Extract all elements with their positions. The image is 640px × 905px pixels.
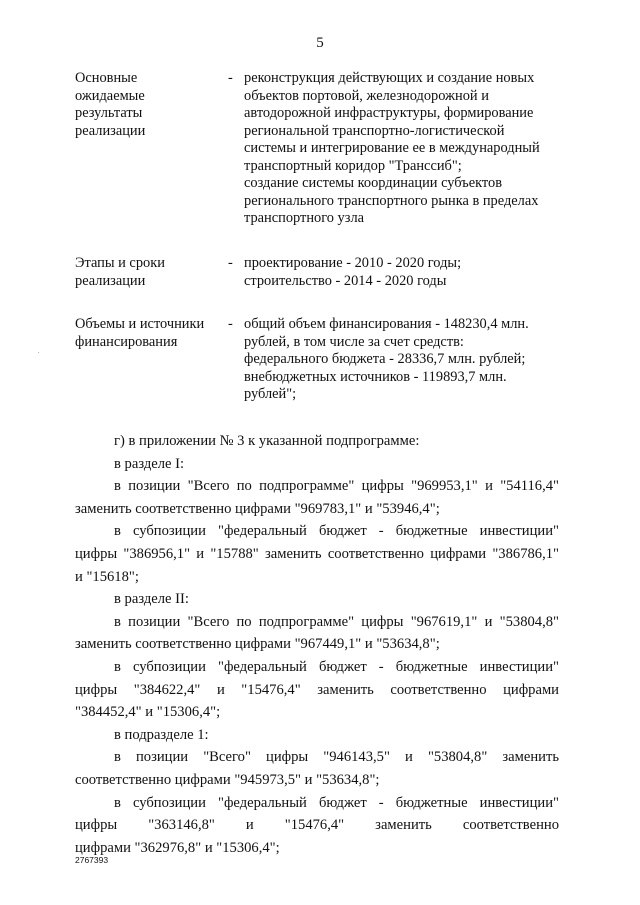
results-label-line: Основные <box>75 70 138 86</box>
stages-label <box>75 255 225 290</box>
results-text-line: региональной транспортно-логистической <box>244 122 505 139</box>
funding-text-line: рублей, в том числе за счет средств: <box>244 333 464 350</box>
body-line: г) в приложении № 3 к указанной подпрограмме: <box>114 433 420 449</box>
stages-text <box>244 255 569 290</box>
stages-dash: - <box>228 255 233 271</box>
stages-text-line: строительство - 2014 - 2020 годы <box>244 272 447 289</box>
funding-dash: - <box>228 316 233 332</box>
funding-text-line: федерального бюджета - 28336,7 млн. рублей; <box>244 351 526 367</box>
results-dash: - <box>228 70 233 86</box>
results-text-line: автодорожной инфраструктуры, формирование <box>244 105 534 121</box>
funding-label-line: финансирования <box>75 333 178 350</box>
body-line: соответственно цифрами "945973,5" и "53634,8"; <box>75 771 380 788</box>
results-label <box>75 70 225 140</box>
amendments-body <box>75 430 559 859</box>
results-text-line: создание системы координации субъектов <box>244 175 502 191</box>
results-text-line: транспортного узла <box>244 210 365 226</box>
stages-label-line: реализации <box>75 272 146 289</box>
body-line: цифры "386956,1" и "15788" заменить соответственно цифрами "386786,1" <box>75 545 559 562</box>
stages-text-line: проектирование - 2010 - 2020 годы; <box>244 255 462 271</box>
body-line: цифры "363146,8" и "15476,4" заменить соответственно <box>75 817 559 834</box>
results-text-line: объектов портовой, железнодорожной и <box>244 87 489 104</box>
results-text-line: системы и интегрирование ее в международный <box>244 140 540 156</box>
results-label-line: результаты <box>75 105 143 121</box>
body-line: в позиции "Всего по подпрограмме" цифры "969953,1" и "54116,4" <box>114 478 559 495</box>
results-text-line: реконструкция действующих и создание новых <box>244 70 535 86</box>
margin-mark: . <box>38 349 40 355</box>
funding-text <box>244 316 569 404</box>
funding-text-line: общий объем финансирования - 148230,4 млн. <box>244 316 529 332</box>
funding-text-line: рублей"; <box>244 386 297 402</box>
body-line: заменить соответственно цифрами "969783,1" и "53946,4"; <box>75 500 440 517</box>
document-code: 2767393 <box>75 855 109 865</box>
results-label-line: ожидаемые <box>75 87 145 104</box>
funding-label <box>75 316 225 351</box>
body-line: в подразделе 1: <box>114 726 209 743</box>
body-line: в разделе I: <box>114 455 185 472</box>
funding-text-line: внебюджетных источников - 119893,7 млн. <box>244 368 507 385</box>
stages-label-line: Этапы и сроки <box>75 255 165 271</box>
body-line: заменить соответственно цифрами "967449,1" и "53634,8"; <box>75 636 440 653</box>
body-line: цифрами "362976,8" и "15306,4"; <box>75 839 280 856</box>
body-line: в разделе II: <box>114 591 189 608</box>
results-text-line: транспортный коридор "Транссиб"; <box>244 157 462 174</box>
body-line: "384452,4" и "15306,4"; <box>75 704 221 721</box>
body-line: в субпозиции "федеральный бюджет - бюджетные инвестиции" <box>114 658 559 675</box>
body-line: в позиции "Всего по подпрограмме" цифры "967619,1" и "53804,8" <box>114 613 559 630</box>
body-line: цифры "384622,4" и "15476,4" заменить соответственно цифрами <box>75 681 559 698</box>
body-line: и "15618"; <box>75 568 139 585</box>
funding-label-line: Объемы и источники <box>75 316 205 332</box>
body-line: в субпозиции "федеральный бюджет - бюджетные инвестиции" <box>114 523 559 540</box>
page-number: 5 <box>316 35 324 51</box>
body-line: в субпозиции "федеральный бюджет - бюджетные инвестиции" <box>114 794 559 811</box>
body-line: в позиции "Всего" цифры "946143,5" и "53804,8" заменить <box>114 749 559 766</box>
results-text <box>244 70 569 228</box>
results-text-line: регионального транспортного рынка в пределах <box>244 192 539 209</box>
results-label-line: реализации <box>75 122 146 139</box>
